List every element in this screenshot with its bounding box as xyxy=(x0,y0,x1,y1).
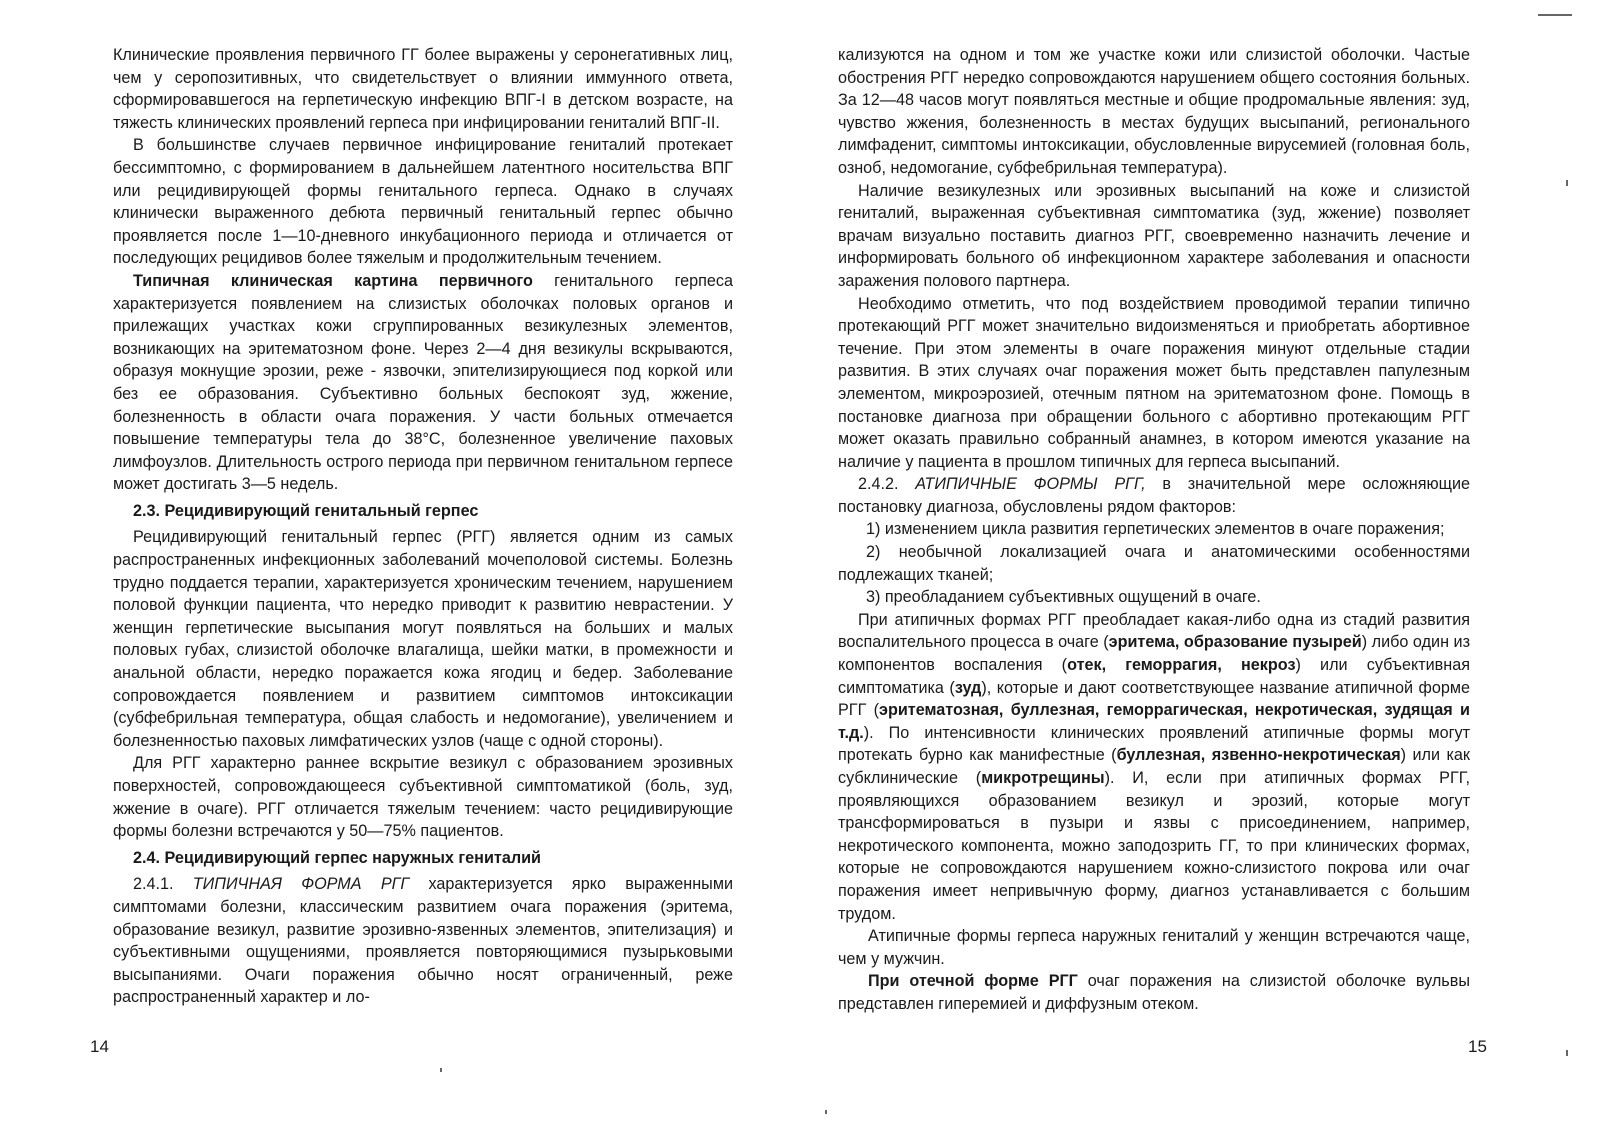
bold-phrase: микротрещины xyxy=(981,769,1105,787)
paragraph-text: ). И, если при атипичных формах РГГ, проявляющихся образованием везикул и эрозий, которые могут трансформироваться в пузыри и язвы с присоединением, например, некротического компонента, можно заподозрить ГГ, то при клинических формах, которые не сопровождаются нарушением кожно-слизистого покрова или очаг поражения имеет непривычную форму, диагноз устанавливается с большим трудом. xyxy=(838,769,1471,923)
list-item: 3) преобладанием субъективных ощущений в очаге. xyxy=(866,588,1261,607)
bold-phrase: эритема, образование пузырей xyxy=(1108,633,1362,652)
paragraph-text: очаг поражения на слизистой оболочке вульвы представлен гиперемией и диффузным отеком. xyxy=(838,972,1470,1013)
bold-phrase: Типичная клиническая картина первичного xyxy=(133,271,533,290)
section-heading: 2.4. Рецидивирующий герпес наружных гениталий xyxy=(133,848,542,867)
page-number: 15 xyxy=(1468,1037,1487,1056)
paragraph-text: ), которые и дают соответствующее название атипичной форме РГГ ( xyxy=(838,678,1470,720)
right-page-text xyxy=(838,44,1470,1016)
section-heading: 2.3. Рецидивирующий генитальный герпес xyxy=(133,501,479,520)
paragraph xyxy=(113,873,733,1009)
paragraph: В большинстве случаев первичное инфицирование гениталий протекает бессимптомно, с формированием в дальнейшем латентного носительства ВПГ или рецидивирующей формы генитального герпеса. Однако в случаях клинически выраженного дебюта первичный генитальный герпес обычно проявляется после 1—10-дневного инкубационного периода и отличается от последующих рецидивов более тяжелым и продолжительным течением. xyxy=(113,136,733,268)
paragraph-text: ) или субъективная симптоматика ( xyxy=(838,656,1470,697)
list-item: 2) необычной локализацией очага и анатомическими особенностями подлежащих тканей; xyxy=(838,543,1470,584)
paragraph xyxy=(838,970,1470,1015)
paragraph xyxy=(838,473,1470,518)
paragraph-text: характеризуется ярко выраженными симптомами болезни, классическим развитием очага поражения (эритема, образование везикул, развитие эрозивно-язвенных элементов, эпителизация) и субъективными ощущениями, проявляется повторяющимися пузырьковыми высыпаниями. Очаги поражения обычно носят ограниченный, реже распространенный характер и ло- xyxy=(113,875,733,1007)
paragraph-text: генитального герпеса характеризуется появлением на слизистых оболочках половых органов и прилежащих участках кожи сгруппированных везикулезных элементов, возникающих на эритематозном фоне. Через 2—4 дня везикулы вскрываются, образуя мокнущие эрозии, реже - язвочки, эпителизирующиеся под коркой или без ее образования. Субъективно больных беспокоят зуд, жжение, болезненность в области очага поражения. У части больных отмечается повышение температуры тела до 38°С, болезненное увеличение паховых лимфоузлов. Длительность острого периода при первичном генитальном герпесе может достигать 3—5 недель. xyxy=(113,271,733,494)
scan-artifact xyxy=(825,1110,827,1114)
paragraph: кализуются на одном и том же участке кожи или слизистой оболочки. Частые обострения РГГ нередко сопровождаются нарушением общего состояния больных. За 12—48 часов могут появляться местные и общие продромальные явления: зуд, чувство жжения, болезненность в местах будущих высыпаний, регионального лимфаденит, симптомы интоксикации, обусловленные вирусемией (головная боль, озноб, недомогание, субфебрильная температура). xyxy=(838,46,1470,177)
bold-phrase: зуд xyxy=(954,678,982,697)
subsection-number: 2.4.2. xyxy=(858,475,916,494)
page-number: 14 xyxy=(90,1037,109,1056)
bold-phrase: отек, геморрагия, некроз xyxy=(1067,656,1296,675)
paragraph-text: ). По интенсивности клинических проявлений атипичные формы могут протекать бурно как манифестные ( xyxy=(838,723,1470,765)
paragraph xyxy=(113,270,733,496)
list-item: 1) изменением цикла развития герпетических элементов в очаге поражения; xyxy=(866,520,1445,539)
paragraph: Атипичные формы герпеса наружных гениталий у женщин встречаются чаще, чем у мужчин. xyxy=(838,927,1470,968)
scan-artifact xyxy=(1566,180,1568,186)
bold-phrase: При отечной форме РГГ xyxy=(868,972,1078,991)
left-page-text xyxy=(113,44,733,1009)
paragraph: Клинические проявления первичного ГГ более выражены у серонегативных лиц, чем у серопозитивных, что свидетельствует о влиянии иммунного ответа, сформировавшегося на герпетическую инфекцию ВПГ-I в детском возрасте, на тяжесть клинических проявлений герпеса при инфицировании гениталий ВПГ-II. xyxy=(113,46,733,132)
paragraph: Рецидивирующий генитальный герпес (РГГ) является одним из самых распространенных инфекционных заболеваний мочеполовой системы. Болезнь трудно поддается терапии, характеризуется хроническим течением, нарушением половой функции пациента, что нередко приводит к развитию неврастении. У женщин герпетические высыпания могут появляться на больших и малых половых губах, слизистой оболочке влагалища, шейки матки, в промежности и анальной области, нередко поражается кожа ягодиц и бедер. Заболевание сопровождается появлением и развитием симптомов интоксикации (субфебрильная температура, общая слабость и недомогание), увеличением и болезненностью паховых лимфатических узлов (чаще с одной стороны). xyxy=(113,528,733,750)
scan-artifact xyxy=(1538,14,1572,16)
subsection-number: 2.4.1. xyxy=(133,875,193,894)
paragraph: Для РГГ характерно раннее вскрытие везикул с образованием эрозивных поверхностей, сопровождающееся субъективной симптоматикой (боль, зуд, жжение в очаге). РГГ отличается тяжелым течением: часто рецидивирующие формы болезни встречаются у 50—75% пациентов. xyxy=(113,754,733,841)
paragraph-text: ) либо один из компонентов воспаления ( xyxy=(838,633,1470,675)
paragraph: Наличие везикулезных или эрозивных высыпаний на коже и слизистой гениталий, выраженная субъективная симптоматика (зуд, жжение) позволяет врачам визуально поставить диагноз РГГ, своевременно назначить лечение и информировать больного об инфекционном характере заболевания и опасности заражения полового партнера. xyxy=(838,181,1470,290)
italic-term: АТИПИЧНЫЕ ФОРМЫ РГГ, xyxy=(915,475,1146,494)
paragraph-text: При атипичных формах РГГ преобладает какая-либо одна из стадий развития воспалительного процесса в очаге ( xyxy=(838,610,1470,652)
paragraph-text: ) или как субклинические ( xyxy=(838,746,1470,787)
paragraph-text: в значительной мере осложняющие постановку диагноза, обусловлены рядом факторов: xyxy=(838,475,1470,516)
scan-artifact xyxy=(1566,1050,1568,1056)
scan-artifact xyxy=(440,1068,442,1072)
paragraph: Необходимо отметить, что под воздействием проводимой терапии типично протекающий РГГ может значительно видоизменяться и приобретать абортивное течение. При этом элементы в очаге поражения минуют отдельные стадии развития. В этих случаях очаг поражения может быть представлен папулезным элементом, микроэрозией, отечным пятном на эритематозном фоне. Помощь в постановке диагноза при обращении больного с абортивно протекающим РГГ может оказать правильно собранный анамнез, в котором имеются указание на наличие у пациента в прошлом типичных для герпеса высыпаний. xyxy=(838,294,1470,471)
bold-phrase: буллезная, язвенно-некротическая xyxy=(1116,746,1401,765)
paragraph xyxy=(838,609,1470,925)
bold-phrase: эритематозная, буллезная, геморрагическая, некротическая, зудящая и т.д. xyxy=(838,701,1470,742)
italic-term: ТИПИЧНАЯ ФОРМА РГГ xyxy=(192,875,410,894)
